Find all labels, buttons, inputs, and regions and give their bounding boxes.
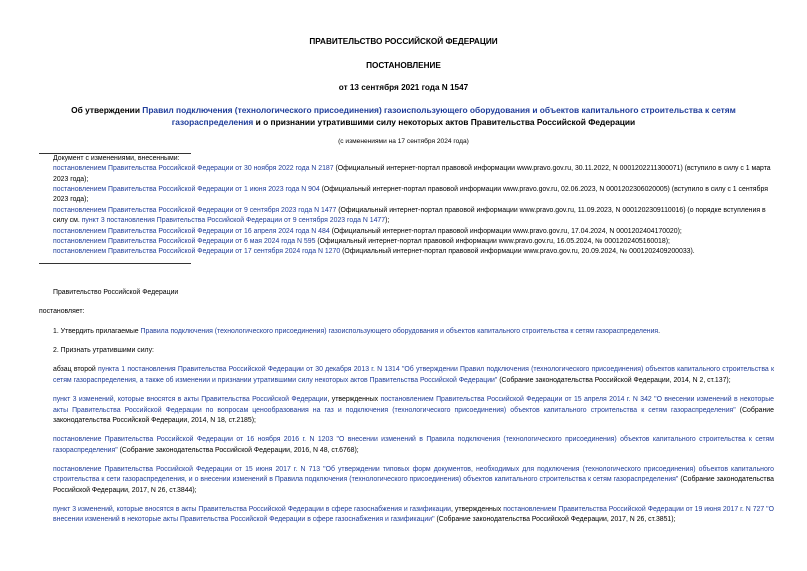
doc-type-heading: ПОСТАНОВЛЕНИЕ — [366, 61, 441, 70]
change-link[interactable]: постановлением Правительства Российской Федерации от 1 июня 2023 года N 904 — [53, 186, 320, 194]
body-government: Правительство Российской Федерации — [53, 289, 179, 296]
change-link[interactable]: постановлением Правительства Российской Федерации от 17 сентября 2024 года N 1270 — [53, 248, 341, 256]
repealed-item: постановление Правительства Российской Федерации от 15 июня 2017 г. N 713 "Об утверждении типовых форм документов, необходимых для подключения (технологического присоединения) объектов капитального строительства к сети газораспределения, и о внесении изменений в Правила подключения (технологического присоединения) объектов капитального строительства к сетям газораспределения" (Собрание законодательства Российской Федерации, 2017, N 26, ст.3844); — [53, 465, 774, 494]
repealed-link-secondary[interactable]: постановлением Правительства Российской Федерации от 15 апреля 2014 г. N 342 "О внесении изменений в некоторые акты Правительства Российской Федерации по вопросам ценообразования на газ и подключения (технологического присоединения) объектов капитального строительства к сетям газораспределения" — [53, 396, 774, 414]
repealed-item: абзац второй пункта 1 постановления Правительства Российской Федерации от 30 декабря 2013 г. N 1314 "Об утверждении Правил подключения (технологического присоединения) объектов капитального строительства к сетям газораспределения, а также об изменении и признании утратившими силу некоторых актов Правительства Российской Федерации" (Собрание законодательства Российской Федерации, 2014, N 2, ст.137); — [53, 366, 775, 384]
title-prefix: Об утверждении — [71, 105, 143, 115]
paragraph-2: 2. Признать утратившими силу: — [53, 347, 154, 355]
revision-subtitle: (с изменениями на 17 сентября 2024 года) — [338, 138, 469, 145]
change-link[interactable]: постановлением Правительства Российской Федерации от 30 ноября 2022 года N 2187 — [53, 165, 334, 173]
government-heading: ПРАВИТЕЛЬСТВО РОССИЙСКОЙ ФЕДЕРАЦИИ — [309, 37, 498, 46]
document-body — [39, 288, 774, 535]
change-link-secondary[interactable]: пункт 3 постановления Правительства Российской Федерации от 9 сентября 2023 года N 1477 — [81, 217, 386, 225]
repealed-link[interactable]: пункта 1 постановления Правительства Российской Федерации от 30 декабря 2013 г. N 1314 "Об утверждении Правил подключения (технологического присоединения) объектов капитального строительства к сетям газораспределения, а также об изменении и признании утратившими силу некоторых актов Правительства Российской Федерации" — [53, 366, 775, 384]
repealed-link[interactable]: постановление Правительства Российской Федерации от 16 ноября 2016 г. N 1203 "О внесении изменений в Правила подключения (технологического присоединения) объектов капитального строительства к сетям газораспределения" — [53, 436, 774, 454]
title-suffix: и о признании утратившими силу некоторых актов Правительства Российской Федерации — [253, 117, 636, 128]
change-link[interactable]: постановлением Правительства Российской Федерации от 6 мая 2024 года N 595 — [53, 237, 316, 245]
repealed-link[interactable]: пункт 3 изменений, которые вносятся в акты Правительства Российской Федерации в сфере газоснабжения и газификации — [53, 506, 451, 514]
change-item: постановлением Правительства Российской Федерации от 9 сентября 2023 года N 1477 (Официальный интернет-портал правовой информации www.pravo.gov.ru, 11.09.2023, N 0001202309110016) (о порядке вступления в силу см. пункт 3 постановления Правительства Российской Федерации от 9 сентября 2023 года N 1477); — [53, 206, 766, 225]
document-title — [30, 104, 777, 128]
changes-list — [39, 154, 774, 258]
change-link[interactable]: постановлением Правительства Российской Федерации от 9 сентября 2023 года N 1477 — [53, 206, 337, 214]
repealed-item: пункт 3 изменений, которые вносятся в акты Правительства Российской Федерации в сфере газоснабжения и газификации, утвержденных постановлением Правительства Российской Федерации от 19 июня 2017 г. N 727 "О внесении изменений в некоторые акты Правительства Российской Федерации в сфере газоснабжения и газификации" (Собрание законодательства Российской Федерации, 2017, N 26, ст.3851); — [53, 506, 774, 524]
repealed-link-secondary[interactable]: постановлением Правительства Российской Федерации от 19 июня 2017 г. N 727 "О внесении изменений в некоторые акты Правительства Российской Федерации в сфере газоснабжения и газификации" — [53, 506, 774, 524]
change-item: постановлением Правительства Российской Федерации от 17 сентября 2024 года N 1270 (Официальный интернет-портал правовой информации www.pravo.gov.ru, 20.09.2024, № 0001202409200033). — [53, 248, 695, 256]
repealed-item: пункт 3 изменений, которые вносятся в акты Правительства Российской Федерации, утвержденных постановлением Правительства Российской Федерации от 15 апреля 2014 г. N 342 "О внесении изменений в некоторые акты Правительства Российской Федерации по вопросам ценообразования на газ и подключения (технологического присоединения) объектов капитального строительства к сетям газораспределения" (Собрание законодательства Российской Федерации, 2014, N 18, ст.2185); — [53, 396, 774, 424]
body-decides: постановляет: — [39, 308, 85, 316]
change-item: постановлением Правительства Российской Федерации от 30 ноября 2022 года N 2187 (Официальный интернет-портал правовой информации www.pravo.gov.ru, 30.11.2022, N 0001202211300071) (вступило в силу с 1 марта 2023 года); — [53, 165, 771, 183]
change-item: постановлением Правительства Российской Федерации от 1 июня 2023 года N 904 (Официальный интернет-портал правовой информации www.pravo.gov.ru, 02.06.2023, N 0001202306020005) (вступило в силу с 1 сентября 2023 года); — [53, 186, 768, 204]
changes-intro: Документ с изменениями, внесенными: — [53, 155, 180, 162]
change-item: постановлением Правительства Российской Федерации от 6 мая 2024 года N 595 (Официальный интернет-портал правовой информации www.pravo.gov.ru, 16.05.2024, № 0001202405160018); — [53, 237, 670, 245]
repealed-item: постановление Правительства Российской Федерации от 16 ноября 2016 г. N 1203 "О внесении изменений в Правила подключения (технологического присоединения) объектов капитального строительства к сетям газораспределения" (Собрание законодательства Российской Федерации, 2016, N 48, ст.6768); — [53, 436, 774, 454]
repealed-link[interactable]: постановление Правительства Российской Федерации от 15 июня 2017 г. N 713 "Об утверждении типовых форм документов, необходимых для подключения (технологического присоединения) объектов капитального строительства к сети газораспределения, и о внесении изменений в Правила подключения (технологического присоединения) объектов капитального строительства к сетям газораспределения" — [53, 465, 774, 484]
rules-link[interactable]: Правила подключения (технологического присоединения) газоиспользующего оборудования и объектов капитального строительства к сетям газораспределения — [140, 327, 659, 335]
divider-bottom — [39, 263, 191, 264]
date-number-heading: от 13 сентября 2021 года N 1547 — [338, 83, 469, 92]
paragraph-1: 1. Утвердить прилагаемые Правила подключения (технологического присоединения) газоиспользующего оборудования и объектов капитального строительства к сетям газораспределения. — [53, 327, 661, 335]
title-rules-link[interactable]: Правил подключения (технологического присоединения) газоиспользующего оборудования и объектов капитального строительства к сетям газораспределения — [142, 105, 736, 128]
repealed-link[interactable]: пункт 3 изменений, которые вносятся в акты Правительства Российской Федерации — [53, 396, 328, 404]
change-link[interactable]: постановлением Правительства Российской Федерации от 16 апреля 2024 года N 484 — [53, 227, 330, 235]
change-item: постановлением Правительства Российской Федерации от 16 апреля 2024 года N 484 (Официальный интернет-портал правовой информации www.pravo.gov.ru, 17.04.2024, N 0001202404170020); — [53, 227, 682, 235]
